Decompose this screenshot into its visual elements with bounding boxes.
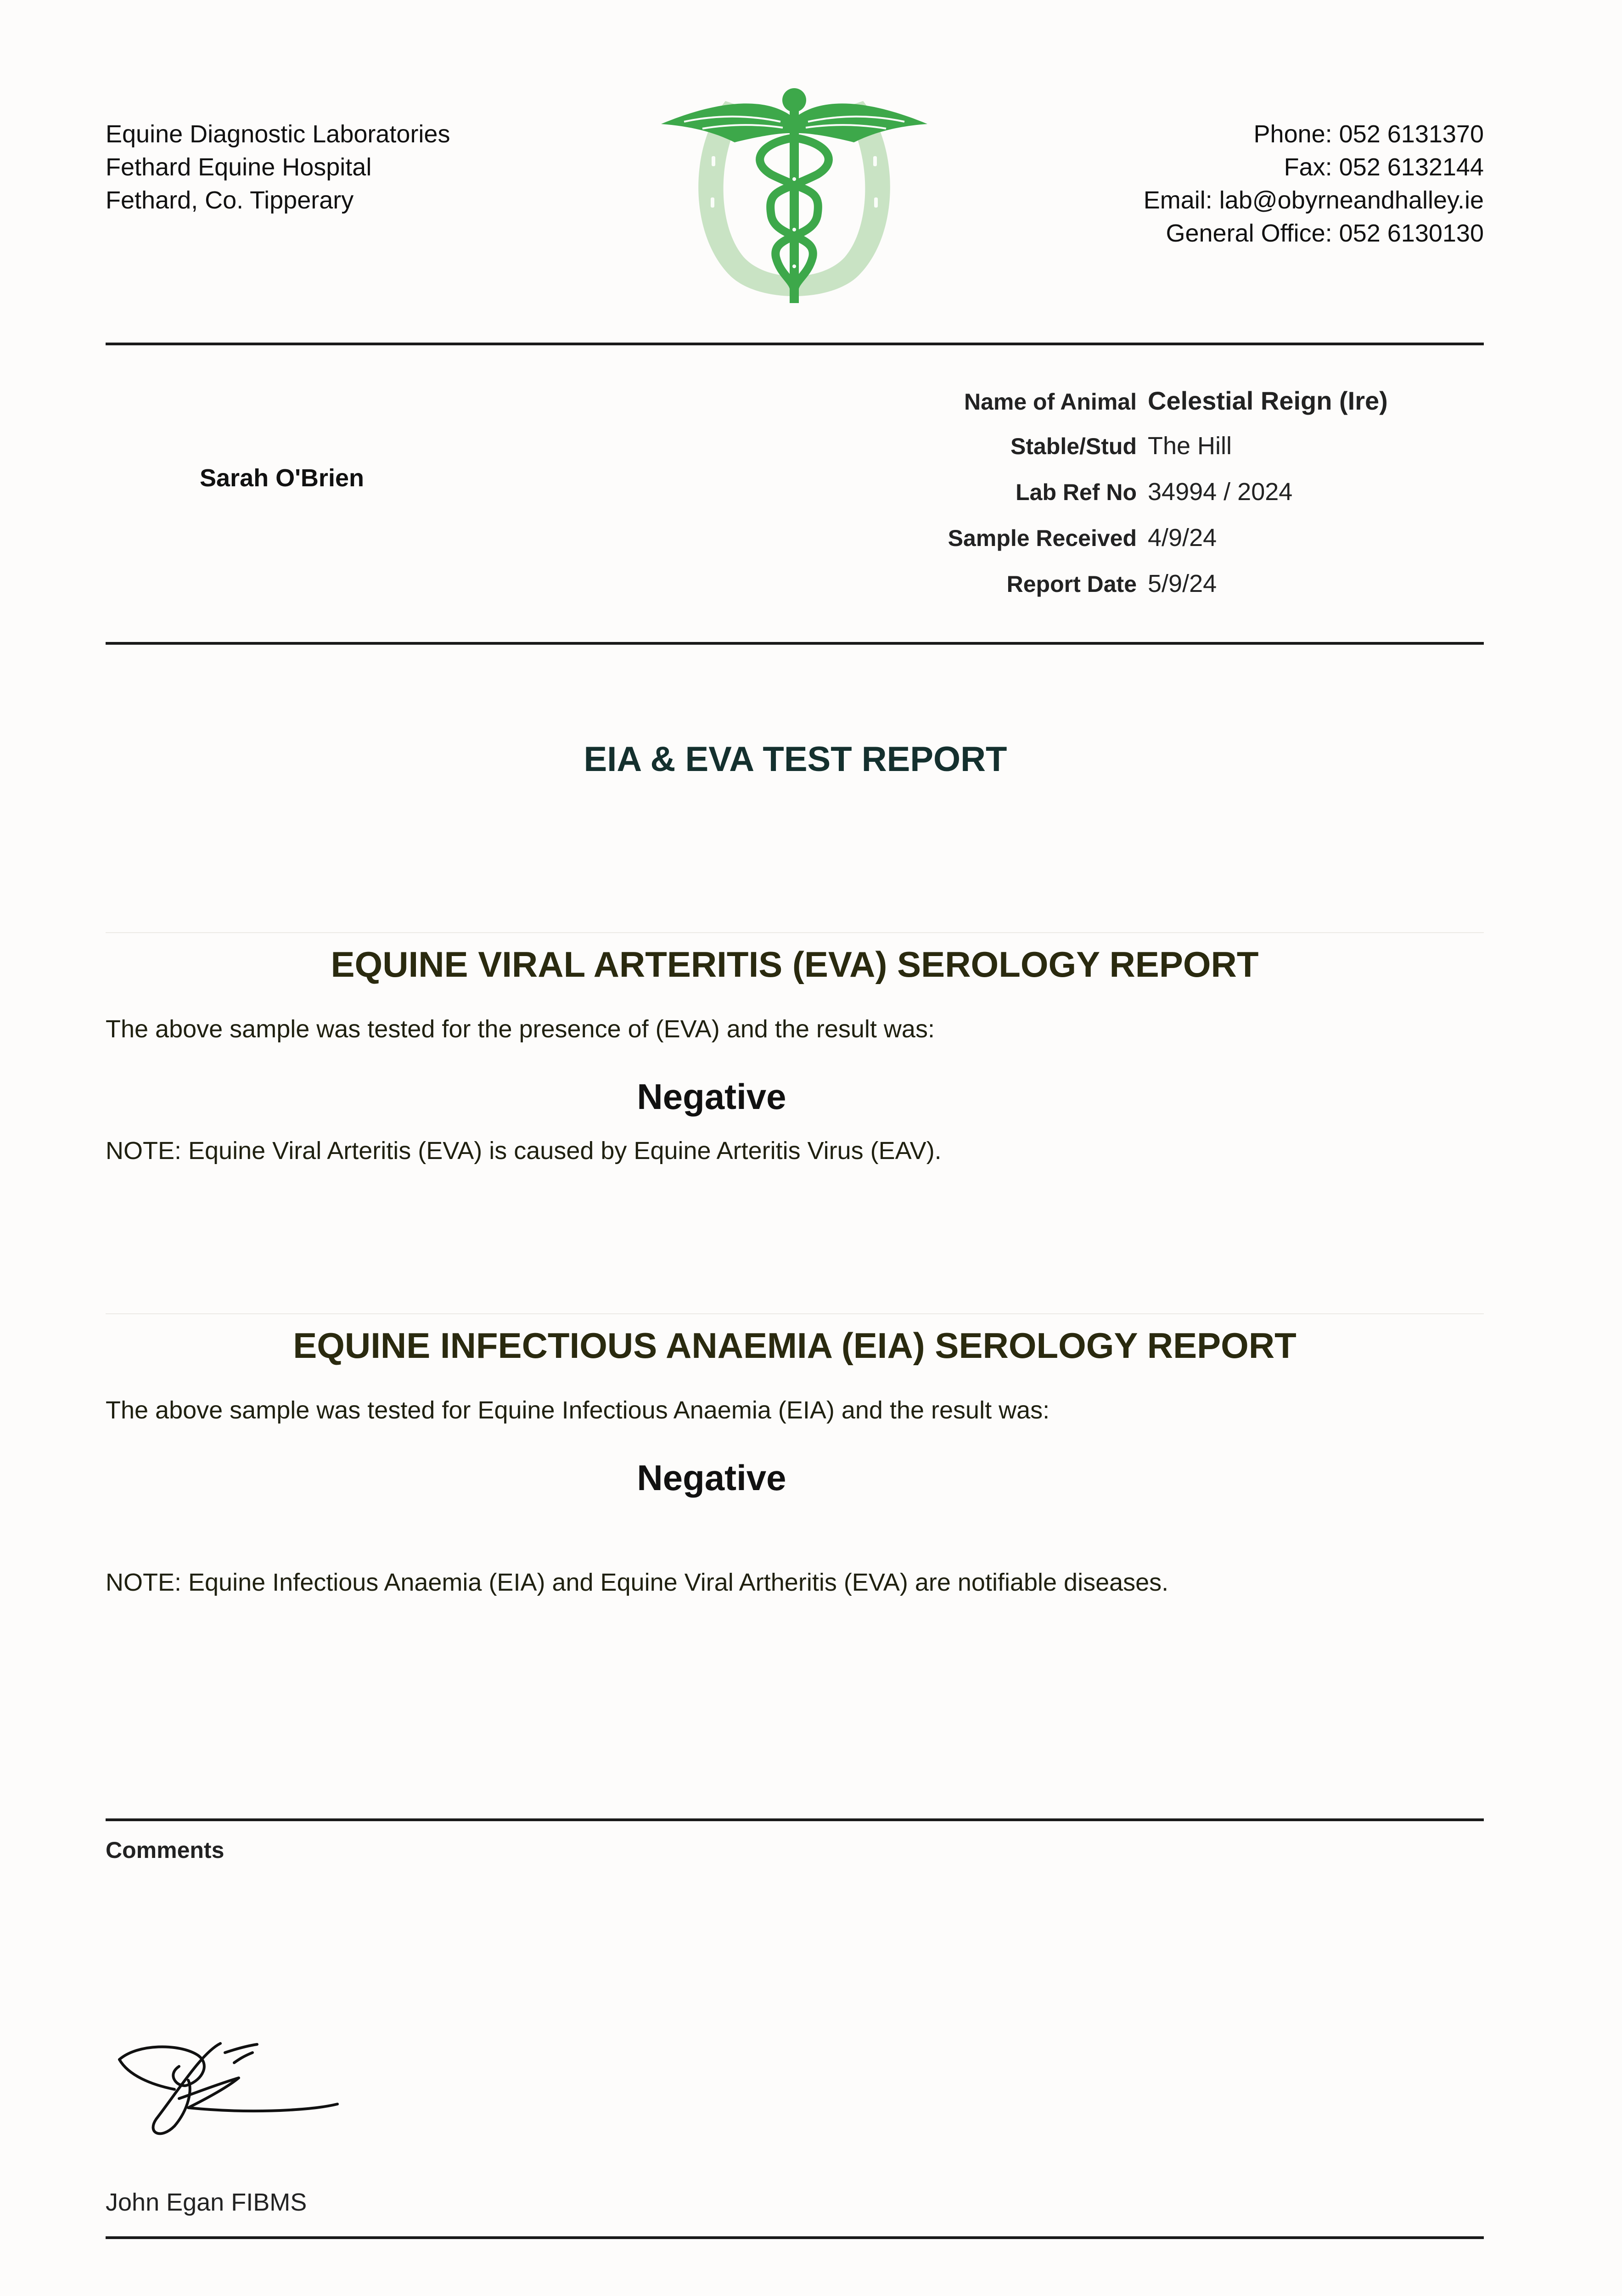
lab-address-line: Fethard Equine Hospital: [106, 153, 372, 181]
contact-phone: Phone: 052 6131370: [1253, 120, 1484, 148]
animal-details: [803, 386, 1492, 615]
eva-section-title: EQUINE VIRAL ARTERITIS (EVA) SEROLOGY REPORT: [331, 944, 1259, 985]
report-title: EIA & EVA TEST REPORT: [584, 740, 1007, 779]
eva-note: NOTE: Equine Viral Arteritis (EVA) is caused by Equine Arteritis Virus (EAV).: [106, 1137, 942, 1165]
detail-label: Stable/Stud: [1010, 433, 1137, 459]
section-divider: [106, 1313, 1484, 1314]
eva-result: Negative: [637, 1076, 786, 1117]
detail-label: Lab Ref No: [1016, 479, 1137, 505]
lab-address: [106, 118, 450, 217]
signer-name: John Egan FIBMS: [106, 2189, 307, 2216]
detail-row-received: [803, 523, 1492, 569]
client-name: Sarah O'Brien: [200, 464, 364, 492]
eia-note: NOTE: Equine Infectious Anaemia (EIA) and Equine Viral Artheritis (EVA) are notifiable diseases.: [106, 1569, 1169, 1596]
details-divider: [106, 642, 1484, 645]
labref-value: 34994 / 2024: [1148, 478, 1293, 506]
comments-label: Comments: [106, 1837, 224, 1863]
detail-row-labref: [803, 478, 1492, 523]
report-date-value: 5/9/24: [1148, 570, 1217, 597]
detail-row-stable: [803, 432, 1492, 478]
handwritten-signature-icon: [110, 2034, 349, 2154]
eia-section-title: EQUINE INFECTIOUS ANAEMIA (EIA) SEROLOGY REPORT: [293, 1325, 1296, 1366]
footer-divider: [106, 2236, 1484, 2239]
lab-address-line: Fethard, Co. Tipperary: [106, 186, 354, 214]
eva-intro: The above sample was tested for the presence of (EVA) and the result was:: [106, 1015, 935, 1043]
section-divider: [106, 932, 1484, 933]
comments-divider: [106, 1818, 1484, 1821]
detail-row-name: [803, 386, 1492, 432]
eia-intro: The above sample was tested for Equine Infectious Anaemia (EIA) and the result was:: [106, 1396, 1050, 1424]
detail-label: Name of Animal: [964, 389, 1137, 415]
contact-email: Email: lab@obyrneandhalley.ie: [1143, 186, 1484, 214]
eia-result: Negative: [637, 1458, 786, 1498]
caduceus-horseshoe-icon: [657, 83, 932, 312]
received-value: 4/9/24: [1148, 524, 1217, 551]
stable-value: The Hill: [1148, 432, 1232, 460]
detail-label: Sample Received: [948, 525, 1137, 551]
contact-fax: Fax: 052 6132144: [1284, 153, 1484, 181]
detail-row-report-date: [803, 569, 1492, 615]
contact-general-office: General Office: 052 6130130: [1166, 219, 1484, 247]
detail-label: Report Date: [1006, 571, 1137, 597]
header-divider: [106, 343, 1484, 345]
lab-address-line: Equine Diagnostic Laboratories: [106, 120, 450, 148]
animal-name: Celestial Reign (Ire): [1148, 386, 1388, 415]
lab-contact: [1144, 118, 1484, 250]
